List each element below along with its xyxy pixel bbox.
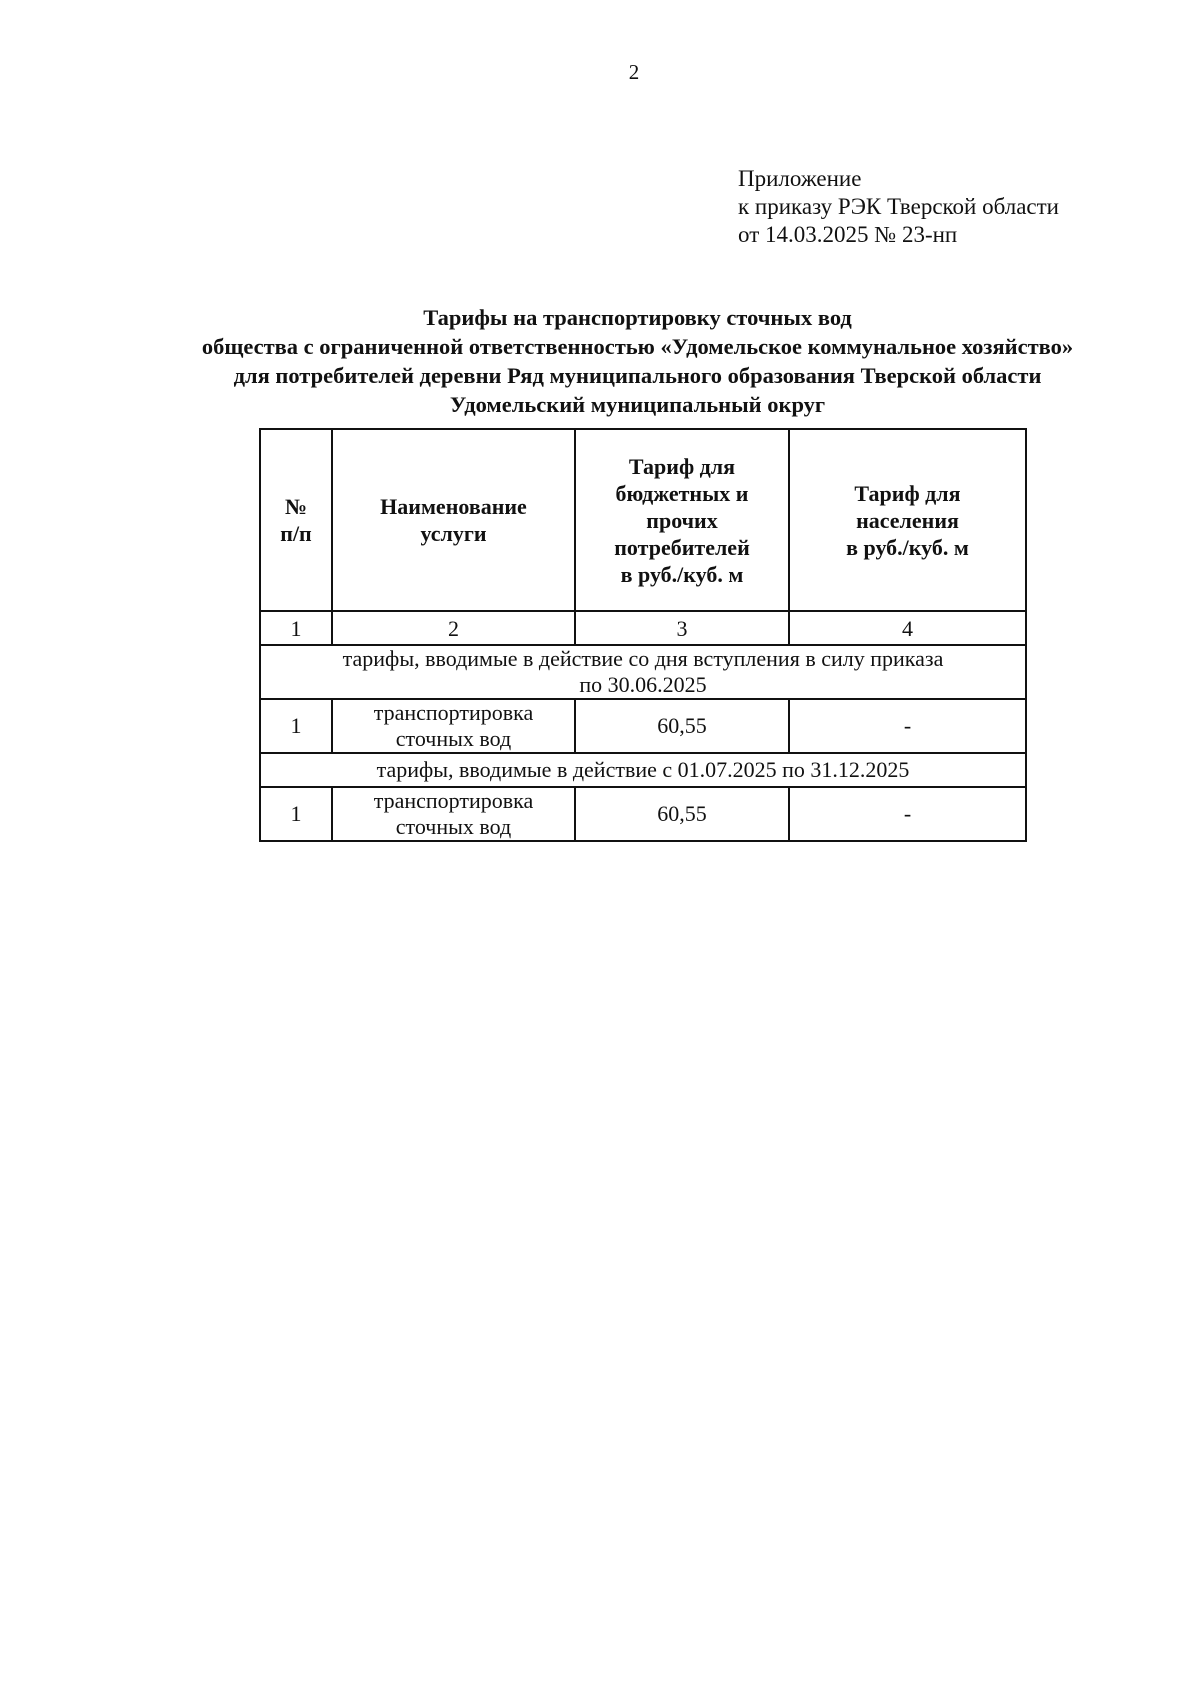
header-population-tariff: Тариф для населения в руб./куб. м [789,429,1026,611]
appendix-block [738,165,1059,249]
document-title [0,303,1200,419]
column-number-row [260,611,1026,645]
tariff-table [259,428,1027,842]
appendix-order-reference: к приказу РЭК Тверской области [738,194,1059,219]
header-number: № п/п [260,429,332,611]
period-label: тарифы, вводимые в действие с 01.07.2025 по 31.12.2025 [260,753,1026,787]
budget-tariff-value: 60,55 [575,699,789,753]
title-line-3: для потребителей деревни Ряд муниципального образования Тверской области [233,363,1042,388]
page-number: 2 [628,60,640,84]
table-row [260,699,1026,753]
population-tariff-value: - [789,699,1026,753]
service-name: транспортировка сточных вод [332,699,575,753]
column-number: 4 [789,611,1026,645]
table-header-row [260,429,1026,611]
table-row [260,787,1026,841]
row-number: 1 [260,787,332,841]
appendix-label: Приложение [738,166,862,191]
column-number: 1 [260,611,332,645]
row-number: 1 [260,699,332,753]
period-row-2 [260,753,1026,787]
header-budget-tariff: Тариф для бюджетных и прочих потребителей в руб./куб. м [575,429,789,611]
service-name: транспортировка сточных вод [332,787,575,841]
period-row-1 [260,645,1026,699]
column-number: 3 [575,611,789,645]
period-label: тарифы, вводимые в действие со дня вступления в силу приказа по 30.06.2025 [260,645,1026,699]
title-line-4: Удомельский муниципальный округ [449,392,826,417]
column-number: 2 [332,611,575,645]
title-line-2: общества с ограниченной ответственностью «Удомельское коммунальное хозяйство» [201,334,1074,359]
budget-tariff-value: 60,55 [575,787,789,841]
appendix-order-date: от 14.03.2025 № 23-нп [738,222,958,247]
title-line-1: Тарифы на транспортировку сточных вод [423,305,852,330]
population-tariff-value: - [789,787,1026,841]
header-service-name: Наименование услуги [332,429,575,611]
